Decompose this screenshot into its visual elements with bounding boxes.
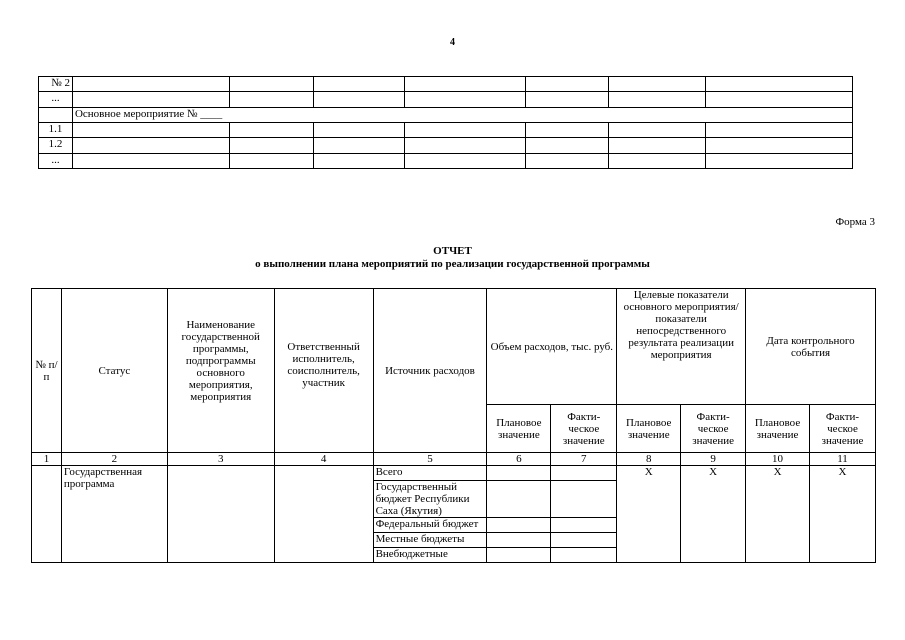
column-number: 4	[274, 453, 373, 466]
row-text	[72, 122, 229, 137]
table-row	[39, 77, 853, 92]
header-date: Дата контрольного события	[746, 289, 876, 405]
main-activity-label: Основное мероприятие № ____	[72, 107, 852, 122]
source-cell: Внебюджетные	[373, 548, 487, 563]
source-cell: Федеральный бюджет	[373, 518, 487, 533]
header-expenses: Объем расходов, тыс. руб.	[487, 289, 617, 405]
table-row	[39, 153, 853, 168]
form-label: Форма 3	[835, 216, 875, 228]
table-row	[39, 122, 853, 137]
column-number: 10	[746, 453, 810, 466]
header-targets: Целевые показатели основного мероприятия/ показатели непосредственного результата реализации мероприятия	[617, 289, 746, 405]
header-planned: Плановое значение	[617, 405, 681, 453]
row-number: 1.2	[39, 138, 73, 153]
row-number	[39, 107, 73, 122]
column-number: 9	[681, 453, 746, 466]
header-planned: Плановое значение	[487, 405, 551, 453]
header-source: Источник расходов	[373, 289, 487, 453]
column-number: 2	[61, 453, 167, 466]
x-mark: X	[810, 466, 876, 563]
header-responsible: Ответственный исполнитель, соисполнитель, участник	[274, 289, 373, 453]
continuation-table	[38, 76, 853, 169]
header-actual: Факти-ческое значение	[810, 405, 876, 453]
table-row	[39, 92, 853, 107]
report-subtitle: о выполнении плана мероприятий по реализации государственной программы	[255, 258, 650, 270]
row-text	[72, 138, 229, 153]
table-row	[39, 138, 853, 153]
header-number: № п/п	[32, 289, 62, 453]
header-planned: Плановое значение	[746, 405, 810, 453]
row-text	[72, 77, 229, 92]
row-number: 1.1	[39, 122, 73, 137]
table-row	[39, 107, 853, 122]
header-status: Статус	[61, 289, 167, 453]
source-cell: Всего	[373, 466, 487, 481]
column-numbers-row	[32, 453, 876, 466]
row-text	[72, 153, 229, 168]
x-mark: X	[746, 466, 810, 563]
row-number: ...	[39, 92, 73, 107]
status-cell: Государственная программа	[61, 466, 167, 563]
column-number: 1	[32, 453, 62, 466]
x-mark: X	[681, 466, 746, 563]
row-text	[72, 92, 229, 107]
header-actual: Факти-ческое значение	[681, 405, 746, 453]
header-actual: Факти-ческое значение	[551, 405, 617, 453]
column-number: 6	[487, 453, 551, 466]
report-table	[31, 288, 876, 563]
column-number: 5	[373, 453, 487, 466]
header-name: Наименование государственной программы, подпрограммы основного мероприятия, мероприятия	[167, 289, 274, 453]
report-heading	[0, 245, 905, 271]
x-mark: X	[617, 466, 681, 563]
column-number: 7	[551, 453, 617, 466]
column-number: 11	[810, 453, 876, 466]
row-number: ...	[39, 153, 73, 168]
row-number: № 2	[39, 77, 73, 92]
source-cell: Государственный бюджет Республики Саха (Якутия)	[373, 481, 487, 518]
column-number: 8	[617, 453, 681, 466]
table-row	[32, 466, 876, 481]
page-number: 4	[450, 37, 455, 48]
report-title: ОТЧЕТ	[433, 245, 472, 257]
source-cell: Местные бюджеты	[373, 533, 487, 548]
column-number: 3	[167, 453, 274, 466]
